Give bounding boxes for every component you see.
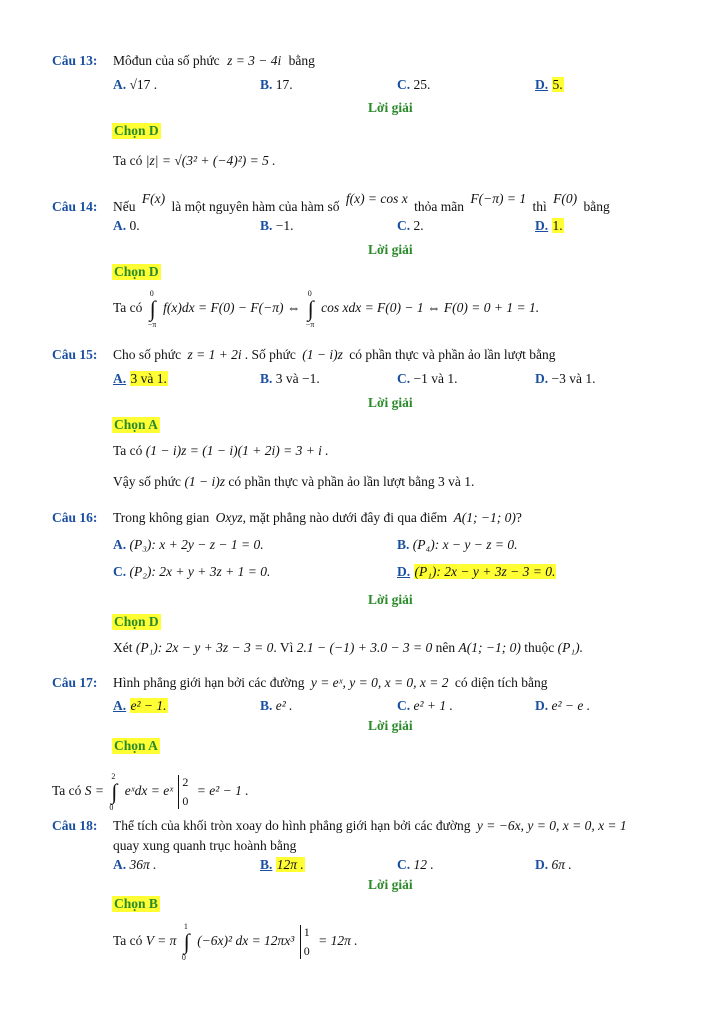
question-label: Câu 18: — [52, 818, 98, 833]
work-prefix: Xét — [113, 640, 133, 655]
work-prefix: Ta có — [113, 443, 143, 458]
work-formula: S = — [84, 783, 105, 799]
integral-sign: 0 ∫ −π — [147, 289, 157, 329]
option-key: A. — [113, 537, 127, 552]
option-key: B. — [260, 698, 273, 713]
option-b[interactable] — [260, 77, 293, 93]
question-label: Câu 17: — [52, 675, 98, 690]
option-key: D. — [397, 564, 411, 579]
chosen-answer: Chọn A — [114, 738, 158, 753]
solution-title: Lời giải — [368, 718, 413, 733]
stem-formula: z = 1 + 2i — [187, 347, 242, 362]
option-value: 5. — [552, 77, 563, 92]
option-value: 12 . — [413, 857, 434, 872]
chosen-answer: Chọn D — [114, 264, 159, 279]
stem-text: Hình phẳng giới hạn bởi các đường — [113, 675, 305, 690]
integral-sign: 0 ∫ −π — [305, 289, 315, 329]
question-stem — [113, 347, 555, 363]
stem-formula: Oxyz — [215, 510, 243, 525]
stem-formula: F(−π) = 1 — [470, 191, 527, 206]
work-text: nên — [435, 640, 456, 655]
option-b[interactable] — [260, 857, 305, 873]
chosen-answer: Chọn D — [114, 123, 159, 138]
work-formula: f(x)dx = F(0) − F(−π) ⇔ — [163, 300, 301, 316]
work-prefix: Ta có — [113, 933, 143, 949]
stem-text: Nếu — [113, 199, 136, 214]
solution-work — [113, 153, 276, 169]
option-key: A. — [113, 77, 127, 92]
stem-formula: F(0) — [553, 191, 578, 206]
stem-formula: y = eˣ, y = 0, x = 0, x = 2 — [310, 675, 449, 690]
option-value: 3 và −1. — [275, 371, 320, 386]
option-value: 2. — [413, 218, 424, 233]
option-d[interactable] — [535, 698, 590, 714]
option-value: −1 và 1. — [413, 371, 458, 386]
work-prefix: Ta có — [52, 783, 82, 799]
option-key: B. — [260, 857, 273, 872]
question-label: Câu 15: — [52, 347, 98, 362]
option-value: (P₂): 2x + y + 3z + 1 = 0. — [129, 564, 271, 579]
solution-work — [52, 772, 249, 812]
option-key: C. — [397, 218, 411, 233]
stem-text: Môđun của số phức — [113, 53, 220, 68]
solution-title: Lời giải — [368, 395, 413, 410]
question-stem-cont: quay xung quanh trục hoành bằng — [113, 838, 297, 853]
solution-title: Lời giải — [368, 242, 413, 257]
option-key: C. — [397, 371, 411, 386]
option-d[interactable] — [535, 371, 595, 387]
option-key: C. — [397, 77, 411, 92]
stem-formula: (1 − i)z — [302, 347, 343, 362]
option-c[interactable] — [113, 564, 270, 580]
option-key: A. — [113, 698, 127, 713]
option-c[interactable] — [397, 218, 424, 234]
solution-conclusion — [113, 474, 474, 490]
stem-formula: f(x) = cos x — [345, 191, 408, 206]
stem-text: . Số phức — [244, 347, 296, 362]
work-formula: V = π — [145, 933, 177, 949]
option-c[interactable] — [397, 857, 434, 873]
option-key: D. — [535, 698, 549, 713]
evaluation-bar: 2 0 — [178, 775, 191, 809]
work-formula: 2.1 − (−1) + 3.0 − 3 = 0 — [296, 640, 433, 655]
option-a[interactable] — [113, 857, 157, 873]
work-prefix: Ta có — [113, 300, 143, 316]
option-value: 36π . — [129, 857, 157, 872]
option-d[interactable] — [535, 857, 572, 873]
conclusion-text: có phần thực và phần ảo lần lượt bằng 3 và 1. — [228, 474, 475, 489]
work-formula: (P₁). — [557, 640, 583, 655]
stem-text: thỏa mãn — [414, 199, 465, 214]
question-label: Câu 14: — [52, 199, 98, 214]
question-label: Câu 16: — [52, 510, 98, 525]
solution-work — [113, 922, 358, 962]
option-a[interactable] — [113, 537, 264, 553]
option-c[interactable] — [397, 77, 430, 93]
option-value: 6π . — [551, 857, 572, 872]
work-formula: cos xdx = F(0) − 1 ⇔ F(0) = 0 + 1 = 1. — [321, 300, 540, 316]
work-formula: eˣdx = eˣ — [124, 783, 174, 799]
option-b[interactable] — [260, 698, 293, 714]
option-key: D. — [535, 857, 549, 872]
option-key: C. — [397, 857, 411, 872]
stem-text: là một nguyên hàm của hàm số — [171, 199, 340, 214]
stem-text: thì — [532, 199, 547, 214]
conclusion-text: Vậy số phức — [113, 474, 182, 489]
option-a[interactable] — [113, 218, 140, 234]
option-key: D. — [535, 371, 549, 386]
option-value: 0. — [129, 218, 140, 233]
work-formula: (−6x)² dx = 12πx³ — [197, 933, 295, 949]
option-value: e² − e . — [551, 698, 591, 713]
work-formula: |z| = √(3² + (−4)²) = 5 . — [145, 153, 276, 168]
option-value: 3 và 1. — [130, 371, 167, 386]
solution-work — [113, 289, 540, 329]
option-d[interactable] — [535, 218, 564, 234]
option-c[interactable] — [397, 371, 457, 387]
stem-text: có diện tích bằng — [454, 675, 548, 690]
work-text: thuộc — [524, 640, 555, 655]
stem-text: ? — [515, 510, 522, 525]
work-formula: A(1; −1; 0) — [458, 640, 521, 655]
stem-formula: y = −6x, y = 0, x = 0, x = 1 — [476, 818, 627, 833]
option-key: B. — [260, 218, 273, 233]
option-c[interactable] — [397, 698, 453, 714]
option-value: e² − 1. — [130, 698, 167, 713]
option-a[interactable] — [113, 77, 157, 93]
evaluation-bar: 1 0 — [300, 925, 313, 959]
question-label: Câu 13: — [52, 53, 98, 68]
option-a[interactable] — [113, 698, 168, 714]
option-value: √17 . — [129, 77, 158, 92]
stem-formula: A(1; −1; 0) — [453, 510, 516, 525]
question-stem — [113, 191, 610, 215]
solution-title: Lời giải — [368, 100, 413, 115]
stem-formula: F(x) — [141, 191, 166, 206]
work-formula: (1 − i)z = (1 − i)(1 + 2i) = 3 + i . — [145, 443, 329, 458]
chosen-answer: Chọn A — [114, 417, 158, 432]
option-b[interactable] — [260, 371, 320, 387]
option-key: A. — [113, 218, 127, 233]
solution-work — [113, 640, 583, 656]
solution-title: Lời giải — [368, 592, 413, 607]
stem-text: Trong không gian — [113, 510, 210, 525]
question-stem — [113, 510, 522, 526]
stem-text: , mặt phẳng nào dưới đây đi qua điểm — [242, 510, 448, 525]
option-key: B. — [260, 371, 273, 386]
option-b[interactable] — [260, 218, 294, 234]
option-key: D. — [535, 218, 549, 233]
option-key: D. — [535, 77, 549, 92]
question-stem — [113, 675, 548, 691]
option-key: A. — [113, 371, 127, 386]
solution-title: Lời giải — [368, 877, 413, 892]
work-prefix: Ta có — [113, 153, 143, 168]
option-d[interactable] — [535, 77, 564, 93]
option-a[interactable] — [113, 371, 168, 387]
integral-sign: 2 ∫ 0 — [109, 772, 118, 812]
chosen-answer: Chọn D — [114, 614, 159, 629]
stem-formula: z = 3 − 4i — [227, 53, 282, 68]
option-value: e² + 1 . — [413, 698, 453, 713]
work-formula: (P₁): 2x − y + 3z − 3 = 0 — [135, 640, 274, 655]
option-value: e² . — [275, 698, 293, 713]
option-key: B. — [397, 537, 410, 552]
question-stem — [113, 53, 315, 69]
option-value: 1. — [552, 218, 563, 233]
option-key: B. — [260, 77, 273, 92]
work-formula: = e² − 1 . — [196, 783, 249, 799]
stem-text: bằng — [583, 199, 610, 214]
question-stem — [113, 818, 627, 834]
work-text: . Vì — [273, 640, 294, 655]
chosen-answer: Chọn B — [114, 896, 158, 911]
integral-sign: 1 ∫ 0 — [181, 922, 190, 962]
option-key: A. — [113, 857, 127, 872]
option-value: 25. — [413, 77, 431, 92]
option-key: C. — [113, 564, 127, 579]
stem-text: Thể tích của khối tròn xoay do hình phẳng giới hạn bởi các đường — [113, 818, 471, 833]
option-value: 17. — [275, 77, 293, 92]
option-d[interactable] — [397, 564, 556, 580]
conclusion-formula: (1 − i)z — [184, 474, 226, 489]
work-formula: = 12π . — [318, 933, 358, 949]
option-b[interactable] — [397, 537, 518, 553]
option-key: C. — [397, 698, 411, 713]
option-value: 12π . — [276, 857, 304, 872]
solution-work — [113, 443, 329, 459]
stem-text: có phần thực và phần ảo lần lượt bằng — [349, 347, 556, 362]
option-value: (P₁): 2x − y + 3z − 3 = 0. — [414, 564, 556, 579]
stem-text: Cho số phức — [113, 347, 182, 362]
option-value: −1. — [275, 218, 294, 233]
option-value: (P₃): x + 2y − z − 1 = 0. — [129, 537, 264, 552]
option-value: (P₄): x − y − z = 0. — [412, 537, 518, 552]
option-value: −3 và 1. — [551, 371, 596, 386]
stem-text: bằng — [288, 53, 315, 68]
